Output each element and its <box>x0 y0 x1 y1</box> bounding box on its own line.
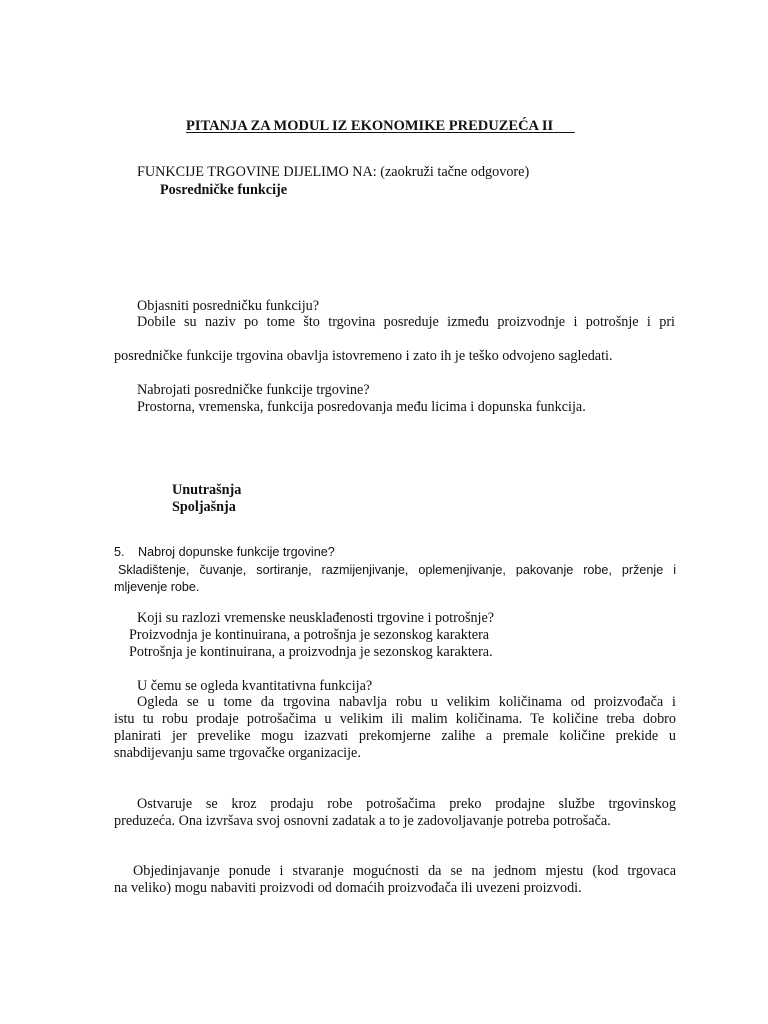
answer-text: Posredničke funkcije <box>160 182 288 198</box>
answer-text: Prostorna, vremenska, funkcija posredovanja među licima i dopunska funkcija. <box>137 399 586 415</box>
answer-text: Dobile su naziv po tome što trgovina posreduje između proizvodnje i potrošnje i pri <box>137 314 675 330</box>
option-item: Unutrašnja <box>172 482 242 498</box>
answer-text: Skladištenje, čuvanje, sortiranje, razmijenjivanje, oplemenjivanje, pakovanje robe, prženje i <box>118 563 676 577</box>
document-title <box>186 117 575 135</box>
answer-text: planirati jer prevelike mogu izazvati prekomjerne zalihe a premale količine prekide u <box>114 728 676 744</box>
paragraph-text: Ostvaruje se kroz prodaju robe potrošačima preko prodajne službe trgovinskog <box>137 796 676 812</box>
paragraph-text: Objedinjavanje ponude i stvaranje mogućnosti da se na jednom mjestu (kod trgovaca <box>133 863 676 879</box>
answer-text: posredničke funkcije trgovina obavlja istovremeno i zato ih je teško odvojeno sagledati. <box>114 348 613 364</box>
document-title-text: PITANJA ZA MODUL IZ EKONOMIKE PREDUZEĆA II <box>186 118 554 134</box>
answer-text: Potrošnja je kontinuirana, a proizvodnja je sezonskog karaktera. <box>129 644 493 660</box>
answer-text: Ogleda se u tome da trgovina nabavlja robu u velikim količinama od proizvođača i <box>137 694 676 710</box>
option-item: Spoljašnja <box>172 499 236 515</box>
question-text: Objasniti posredničku funkciju? <box>137 298 320 314</box>
answer-text: istu tu robu prodaje potrošačima u velikim ili malim količinama. Te količine treba dobro <box>114 711 676 727</box>
answer-text: snabdijevanju same trgovačke organizacije. <box>114 745 361 761</box>
question-text: Nabrojati posredničke funkcije trgovine? <box>137 382 370 398</box>
answer-text: Proizvodnja je kontinuirana, a potrošnja je sezonskog karaktera <box>129 627 490 643</box>
paragraph-text: na veliko) mogu nabaviti proizvodi od domaćih proizvođača ili uvezeni proizvodi. <box>114 880 582 896</box>
answer-text: mljevenje robe. <box>114 580 200 594</box>
question-text: U čemu se ogleda kvantitativna funkcija? <box>137 678 373 694</box>
question-number: 5. <box>114 545 125 559</box>
question-text: Nabroj dopunske funkcije trgovine? <box>138 545 335 559</box>
question-heading: FUNKCIJE TRGOVINE DIJELIMO NA: (zaokruži tačne odgovore) <box>137 164 530 180</box>
paragraph-text: preduzeća. Ona izvršava svoj osnovni zadatak a to je zadovoljavanje potreba potrošača. <box>114 813 611 829</box>
question-text: Koji su razlozi vremenske neusklađenosti trgovine i potrošnje? <box>137 610 495 626</box>
